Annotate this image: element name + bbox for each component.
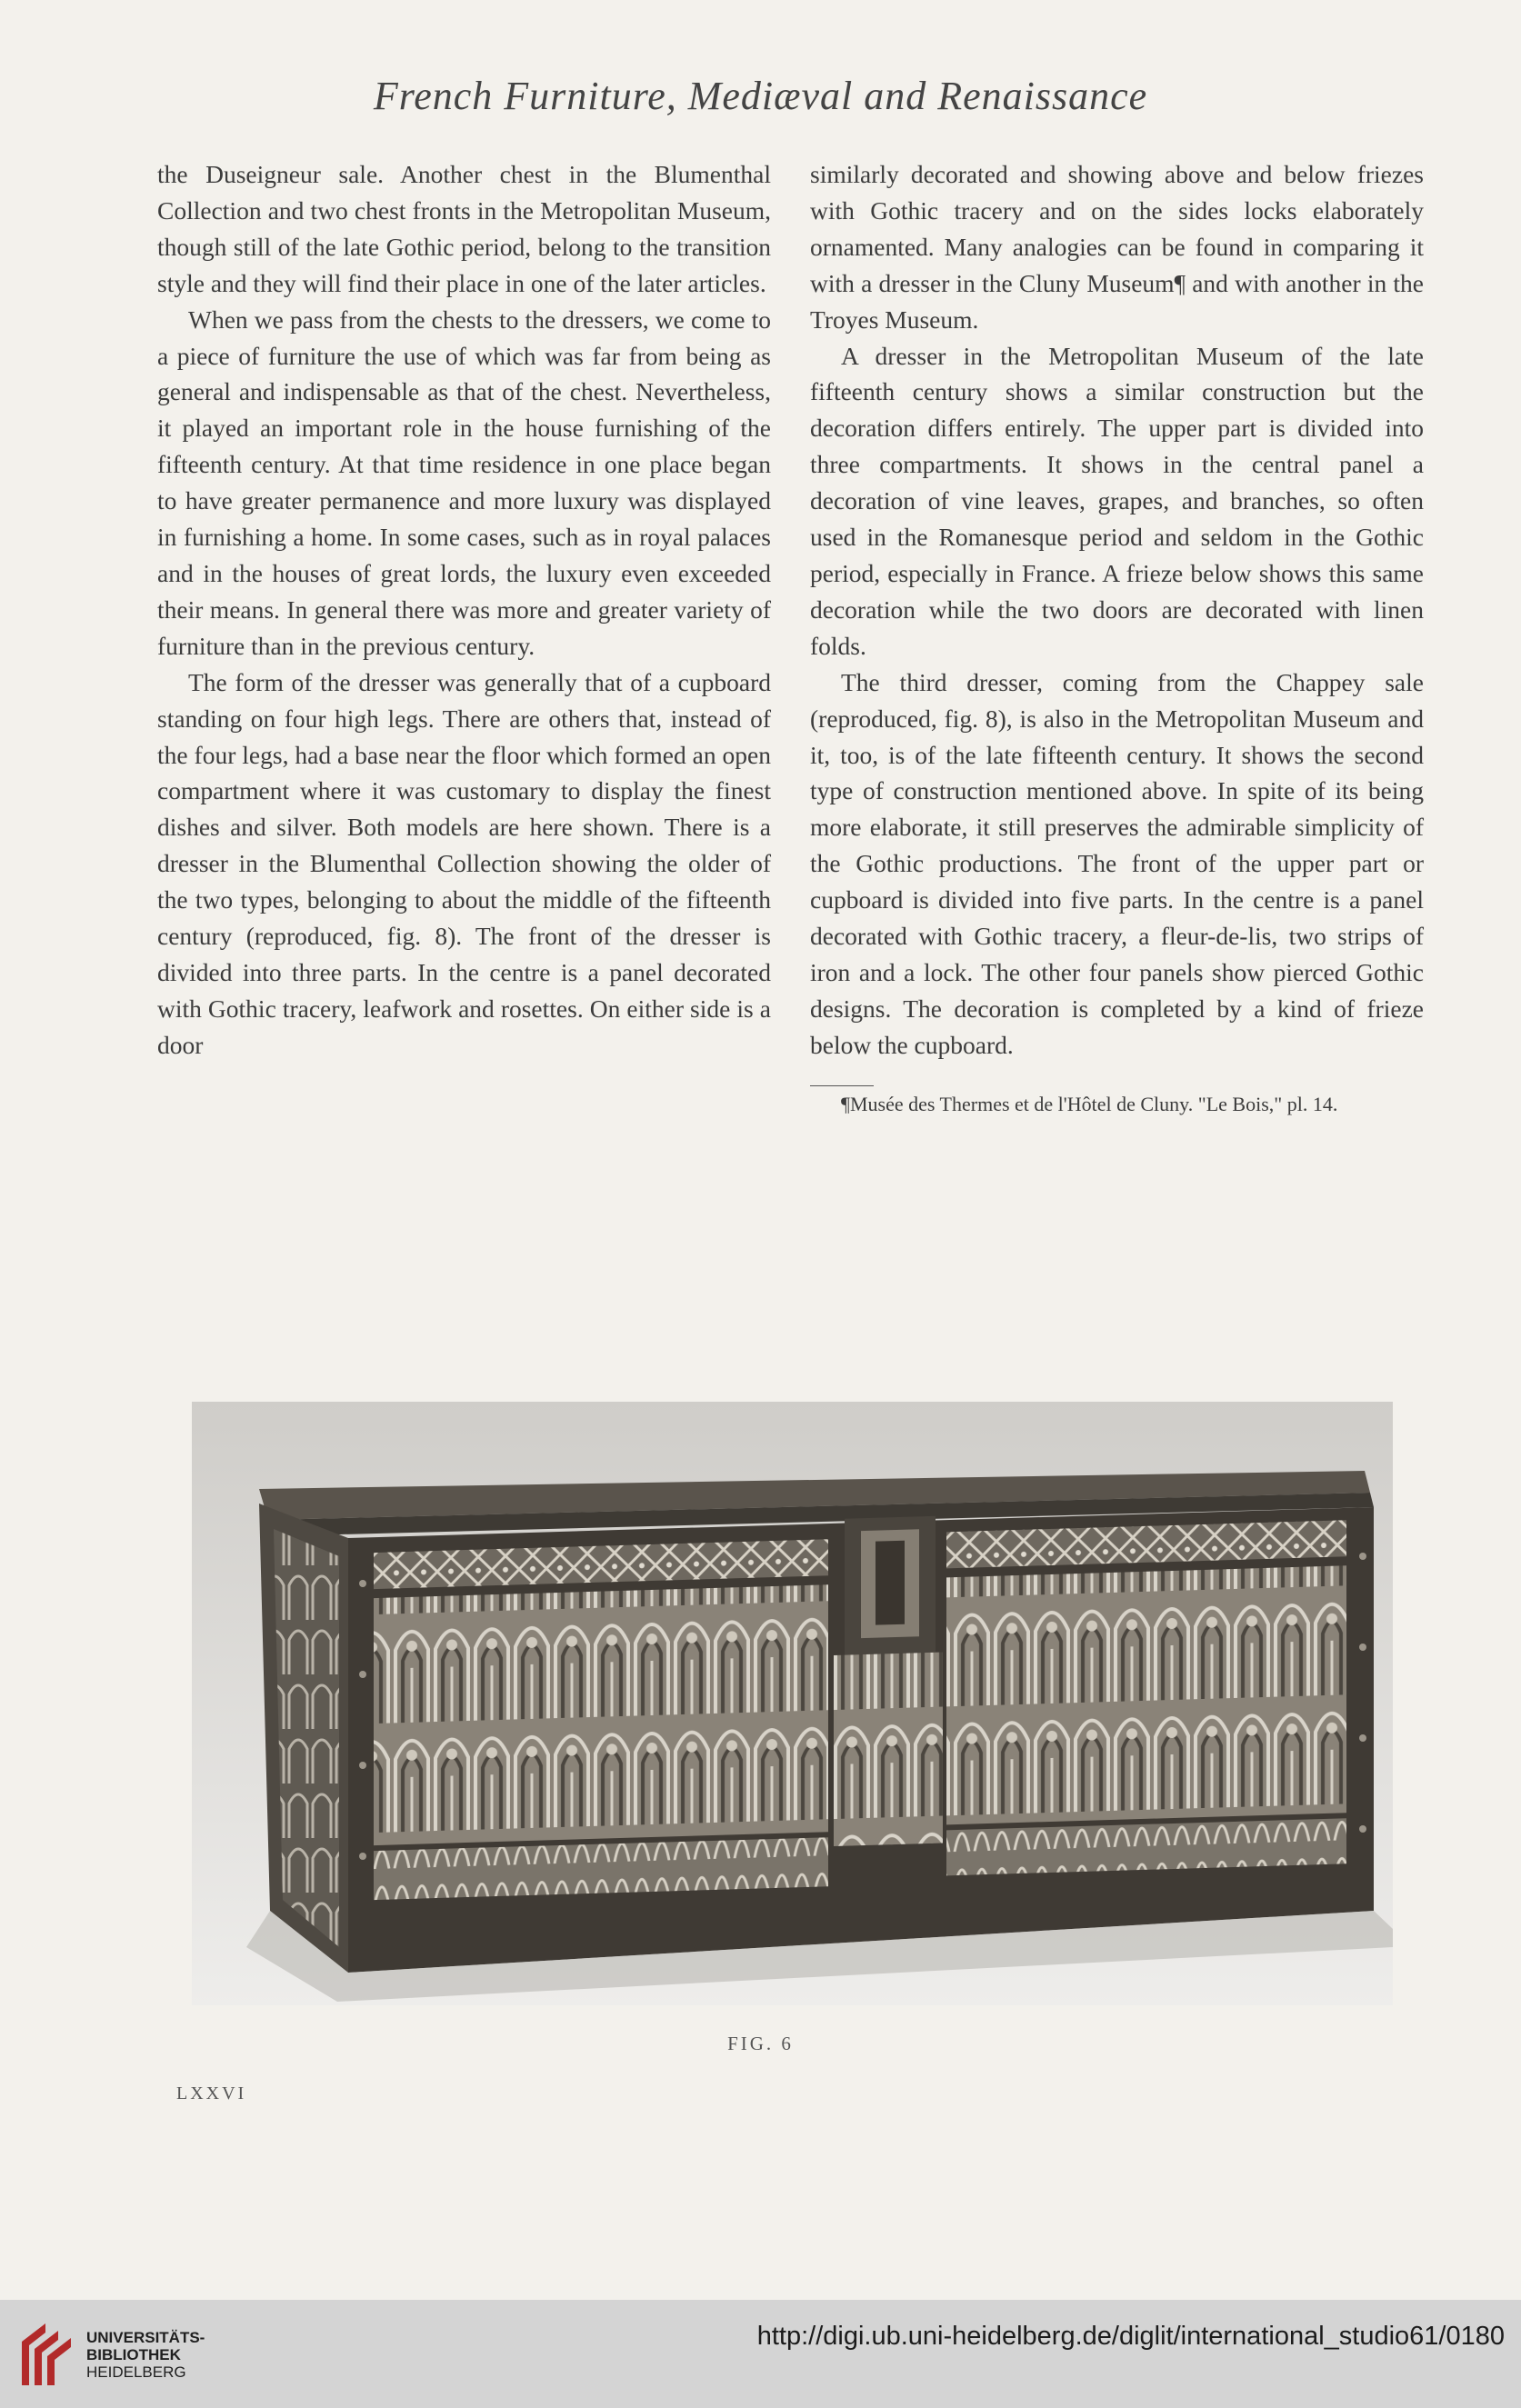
footer-bar: [0, 2300, 1521, 2408]
source-url-link[interactable]: http://digi.ub.uni-heidelberg.de/diglit/international_studio61/0180: [756, 2322, 1505, 2351]
right-column: [810, 156, 1424, 1117]
paragraph: The form of the dresser was generally that of a cupboard standing on four high legs. There are others that, instead of the four legs, had a base near the floor which formed an open compartment where it was customary to display the finest dishes and silver. Both models are here shown. There is a dresser in the Blumenthal Collection showing the older of the two types, belonging to about the middle of the fifteenth century (reproduced, fig. 8). The front of the dresser is divided into three parts. In the centre is a panel decorated with Gothic tracery, leafwork and rosettes. On either side is a door: [157, 667, 771, 1059]
library-name-line: HEIDELBERG: [86, 2363, 186, 2381]
figure-caption: FIG. 6: [727, 2033, 794, 2054]
library-name[interactable]: [86, 2329, 205, 2381]
paragraph: A dresser in the Metropolitan Museum of the late fifteenth century shows a similar construction but the decoration differs entirely. The upper part is divided into three compartments. It shows in the central panel a decoration of vine leaves, grapes, and branches, so often used in the Romanesque period and seldom in the Gothic period, especially in France. A frieze below shows this same decoration while the two doors are decorated with linen folds.: [810, 341, 1424, 660]
left-column: [157, 156, 771, 1064]
page-number: LXXVI: [176, 2083, 247, 2103]
paragraph: similarly decorated and showing above and below friezes with Gothic tracery and on the sides locks elaborately ornamented. Many analogies can be found in comparing it with a dresser in the Cluny Museum¶ and with another in the Troyes Museum.: [810, 160, 1424, 334]
footnote: ¶Musée des Thermes et de l'Hôtel de Cluny. "Le Bois," pl. 14.: [841, 1092, 1338, 1115]
library-name-line: UNIVERSITÄTS-: [86, 2329, 205, 2346]
paragraph: the Duseigneur sale. Another chest in the Blumenthal Collection and two chest fronts in the Metropolitan Museum, though still of the late Gothic period, belong to the transition style and they will find their place in one of the later articles.: [157, 160, 771, 297]
library-name-line: BIBLIOTHEK: [86, 2346, 181, 2363]
paragraph: The third dresser, coming from the Chappey sale (reproduced, fig. 8), is also in the Metropolitan Museum and it, too, is of the late fifteenth century. It shows the second type of construction mentioned above. In spite of its being more elaborate, it still preserves the admirable simplicity of the Gothic productions. The front of the upper part or cupboard is divided into five parts. In the centre is a panel decorated with Gothic tracery, a fleur-de-lis, two strips of iron and a lock. The other four panels show pierced Gothic designs. The decoration is completed by a kind of frieze below the cupboard.: [810, 667, 1424, 1059]
footnote-rule: [810, 1085, 874, 1086]
library-logo-icon[interactable]: [16, 2318, 80, 2391]
running-head: French Furniture, Mediæval and Renaissance: [373, 74, 1148, 118]
paragraph: When we pass from the chests to the dressers, we come to a piece of furniture the use of which was far from being as general and indispensable as that of the chest. Nevertheless, it played an important role in the house furnishing of the fifteenth century. At that time residence in one place began to have greater permanence and more luxury was displayed in furnishing a home. In some cases, such as in royal palaces and in the houses of great lords, the luxury even exceeded their means. In general there was more and greater variety of furniture than in the previous century.: [157, 305, 771, 660]
chest-photograph: [192, 1402, 1393, 2005]
gothic-chest-illustration: [192, 1402, 1393, 2005]
